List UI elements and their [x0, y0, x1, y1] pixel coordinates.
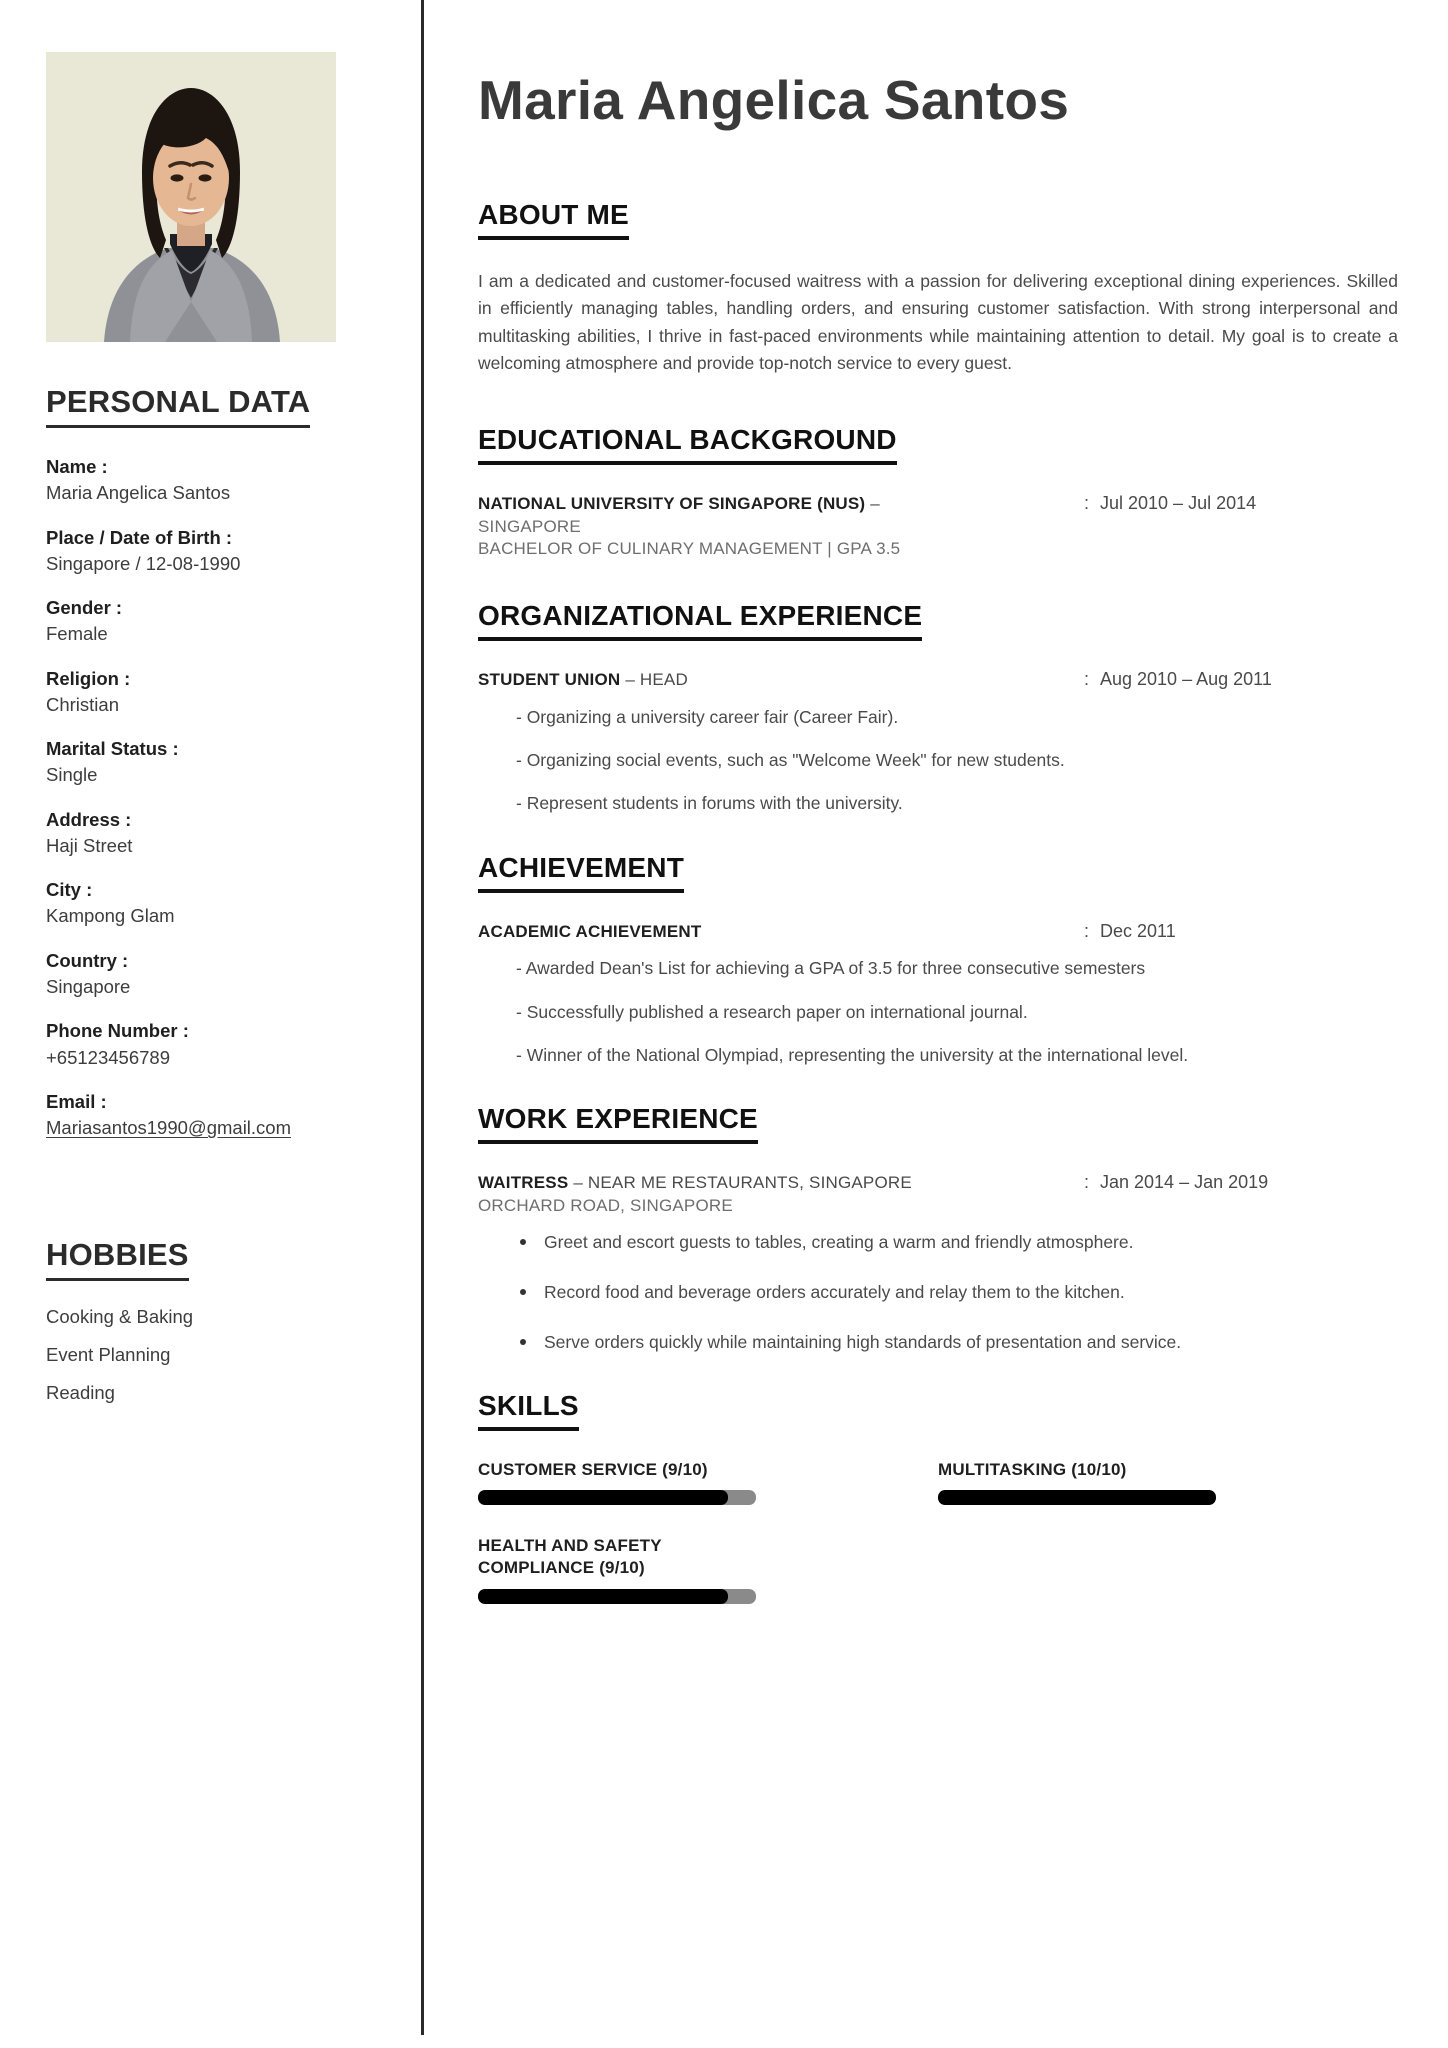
pd-label-religion: Religion : [46, 667, 131, 689]
pd-label-birth: Place / Date of Birth : [46, 526, 233, 548]
skills-grid [478, 1459, 1398, 1633]
education-date: Jul 2010 – Jul 2014 [1100, 493, 1257, 514]
section-skills [478, 1390, 1398, 1633]
bullet-item: - Awarded Dean's List for achieving a GPA of 3.5 for three consecutive semesters [516, 958, 1146, 979]
profile-photo [46, 52, 336, 342]
sidebar [0, 0, 421, 2048]
achievement-title: ACADEMIC ACHIEVEMENT [478, 921, 702, 941]
colon-separator: : [1084, 669, 1090, 690]
pd-label-country: Country : [46, 949, 129, 971]
main-content [421, 0, 1448, 2048]
bullet-item: - Organizing social events, such as "Welcome Week" for new students. [516, 750, 1065, 771]
skill-item [938, 1459, 1398, 1505]
work-company: – NEAR ME RESTAURANTS, SINGAPORE [568, 1172, 912, 1192]
pd-value-name: Maria Angelica Santos [46, 482, 231, 504]
skill-progress-fill [478, 1589, 728, 1604]
organizational-date: Aug 2010 – Aug 2011 [1100, 669, 1272, 690]
personal-data-item [46, 948, 366, 1001]
bullet-item: Record food and beverage orders accurately and relay them to the kitchen. [516, 1279, 1398, 1306]
email-link[interactable]: Mariasantos1990@gmail.com [46, 1117, 291, 1139]
section-education [478, 424, 1398, 560]
pd-value-gender: Female [46, 623, 108, 645]
pd-value-phone: +65123456789 [46, 1046, 170, 1068]
organization-name: STUDENT UNION [478, 670, 621, 690]
skill-label: HEALTH AND SAFETY COMPLIANCE (9/10) [478, 1536, 662, 1578]
bullet-item: - Successfully published a research paper on international journal. [516, 1001, 1028, 1022]
skill-progress-track [478, 1490, 756, 1505]
personal-data-heading: PERSONAL DATA [46, 384, 310, 428]
pd-label-city: City : [46, 879, 93, 901]
personal-data-item [46, 807, 366, 860]
bullet-item: Greet and escort guests to tables, creating a warm and friendly atmosphere. [516, 1229, 1398, 1256]
work-date: Jan 2014 – Jan 2019 [1100, 1171, 1269, 1192]
hobby-item: Event Planning [46, 1343, 171, 1365]
achievement-bullets [478, 955, 1398, 1068]
pd-value-country: Singapore [46, 975, 131, 997]
work-date-cell [1078, 1172, 1398, 1193]
education-entry [478, 493, 1398, 560]
personal-data-item [46, 1089, 366, 1142]
colon-separator: : [1084, 920, 1090, 941]
skill-label: CUSTOMER SERVICE (9/10) [478, 1460, 708, 1480]
skill-item [478, 1459, 938, 1505]
personal-data-item [46, 736, 366, 789]
education-date-cell [1078, 493, 1398, 514]
organizational-date-cell [1078, 669, 1398, 690]
personal-data-item [46, 877, 366, 930]
skill-progress-fill [938, 1490, 1216, 1505]
education-dash: – [865, 494, 880, 514]
skills-heading: SKILLS [478, 1390, 579, 1431]
page-title: Maria Angelica Santos [478, 69, 1070, 131]
work-experience-heading: WORK EXPERIENCE [478, 1103, 758, 1144]
education-heading: EDUCATIONAL BACKGROUND [478, 424, 897, 465]
pd-label-phone: Phone Number : [46, 1020, 189, 1042]
personal-data-item [46, 454, 366, 507]
pd-value-address: Haji Street [46, 834, 133, 856]
work-entry [478, 1172, 1398, 1356]
hobby-item: Reading [46, 1381, 115, 1403]
education-institution: NATIONAL UNIVERSITY OF SINGAPORE (NUS) [478, 494, 866, 514]
work-position: WAITRESS [478, 1172, 569, 1192]
pd-value-birth: Singapore / 12-08-1990 [46, 552, 241, 574]
bullet-item: - Organizing a university career fair (Career Fair). [516, 707, 899, 728]
achievement-heading: ACHIEVEMENT [478, 852, 684, 893]
personal-data-list [46, 454, 366, 1141]
section-about-me [478, 199, 1398, 379]
skill-label: MULTITASKING (10/10) [938, 1460, 1127, 1480]
achievement-date: Dec 2011 [1100, 920, 1176, 941]
section-achievement [478, 852, 1398, 1069]
achievement-entry [478, 921, 1398, 1069]
pd-value-religion: Christian [46, 693, 119, 715]
personal-data-item [46, 1018, 366, 1071]
organizational-heading: ORGANIZATIONAL EXPERIENCE [478, 600, 922, 641]
work-location: ORCHARD ROAD, SINGAPORE [478, 1195, 733, 1215]
colon-separator: : [1084, 1171, 1090, 1192]
hobbies-heading: HOBBIES [46, 1237, 189, 1281]
colon-separator: : [1084, 493, 1090, 514]
education-institution-line [478, 493, 1078, 516]
skill-progress-fill [478, 1490, 728, 1505]
hobbies-list [46, 1303, 366, 1407]
pd-value-city: Kampong Glam [46, 905, 175, 927]
bullet-item: Serve orders quickly while maintaining high standards of presentation and service. [516, 1329, 1398, 1356]
skill-item [478, 1535, 938, 1603]
work-position-line [478, 1172, 1078, 1195]
personal-data-item [46, 666, 366, 719]
section-work-experience [478, 1103, 1398, 1356]
skill-progress-track [478, 1589, 756, 1604]
pd-label-name: Name : [46, 456, 108, 477]
skill-progress-track [938, 1490, 1216, 1505]
organization-line [478, 669, 1078, 692]
achievement-date-cell [1078, 921, 1398, 942]
bullet-item: - Winner of the National Olympiad, representing the university at the international level. [516, 1044, 1189, 1065]
education-location: SINGAPORE [478, 517, 581, 536]
education-degree: BACHELOR OF CULINARY MANAGEMENT | GPA 3.5 [478, 539, 901, 559]
work-bullets [478, 1229, 1398, 1356]
pd-label-gender: Gender : [46, 597, 123, 619]
pd-label-address: Address : [46, 808, 132, 830]
organizational-entry [478, 669, 1398, 817]
pd-value-marital-status: Single [46, 764, 98, 786]
about-me-text: I am a dedicated and customer-focused waitress with a passion for delivering exceptional dining experiences. Skilled in efficiently managing tables, handling orders, and ensuring customer satisfaction. With strong interpersonal and multitasking abilities, I thrive in fast-paced environments while maintaining attention to detail. My goal is to create a welcoming atmosphere and provide top-notch service to every guest. [478, 270, 1398, 374]
section-organizational-experience [478, 600, 1398, 817]
organization-role: – HEAD [620, 670, 688, 690]
pd-label-marital-status: Marital Status : [46, 738, 179, 760]
bullet-item: - Represent students in forums with the university. [516, 793, 903, 814]
pd-label-email: Email : [46, 1090, 107, 1112]
hobby-item: Cooking & Baking [46, 1306, 194, 1328]
organizational-bullets [478, 704, 1398, 817]
personal-data-item [46, 525, 366, 578]
personal-data-item [46, 595, 366, 648]
about-me-heading: ABOUT ME [478, 199, 629, 240]
